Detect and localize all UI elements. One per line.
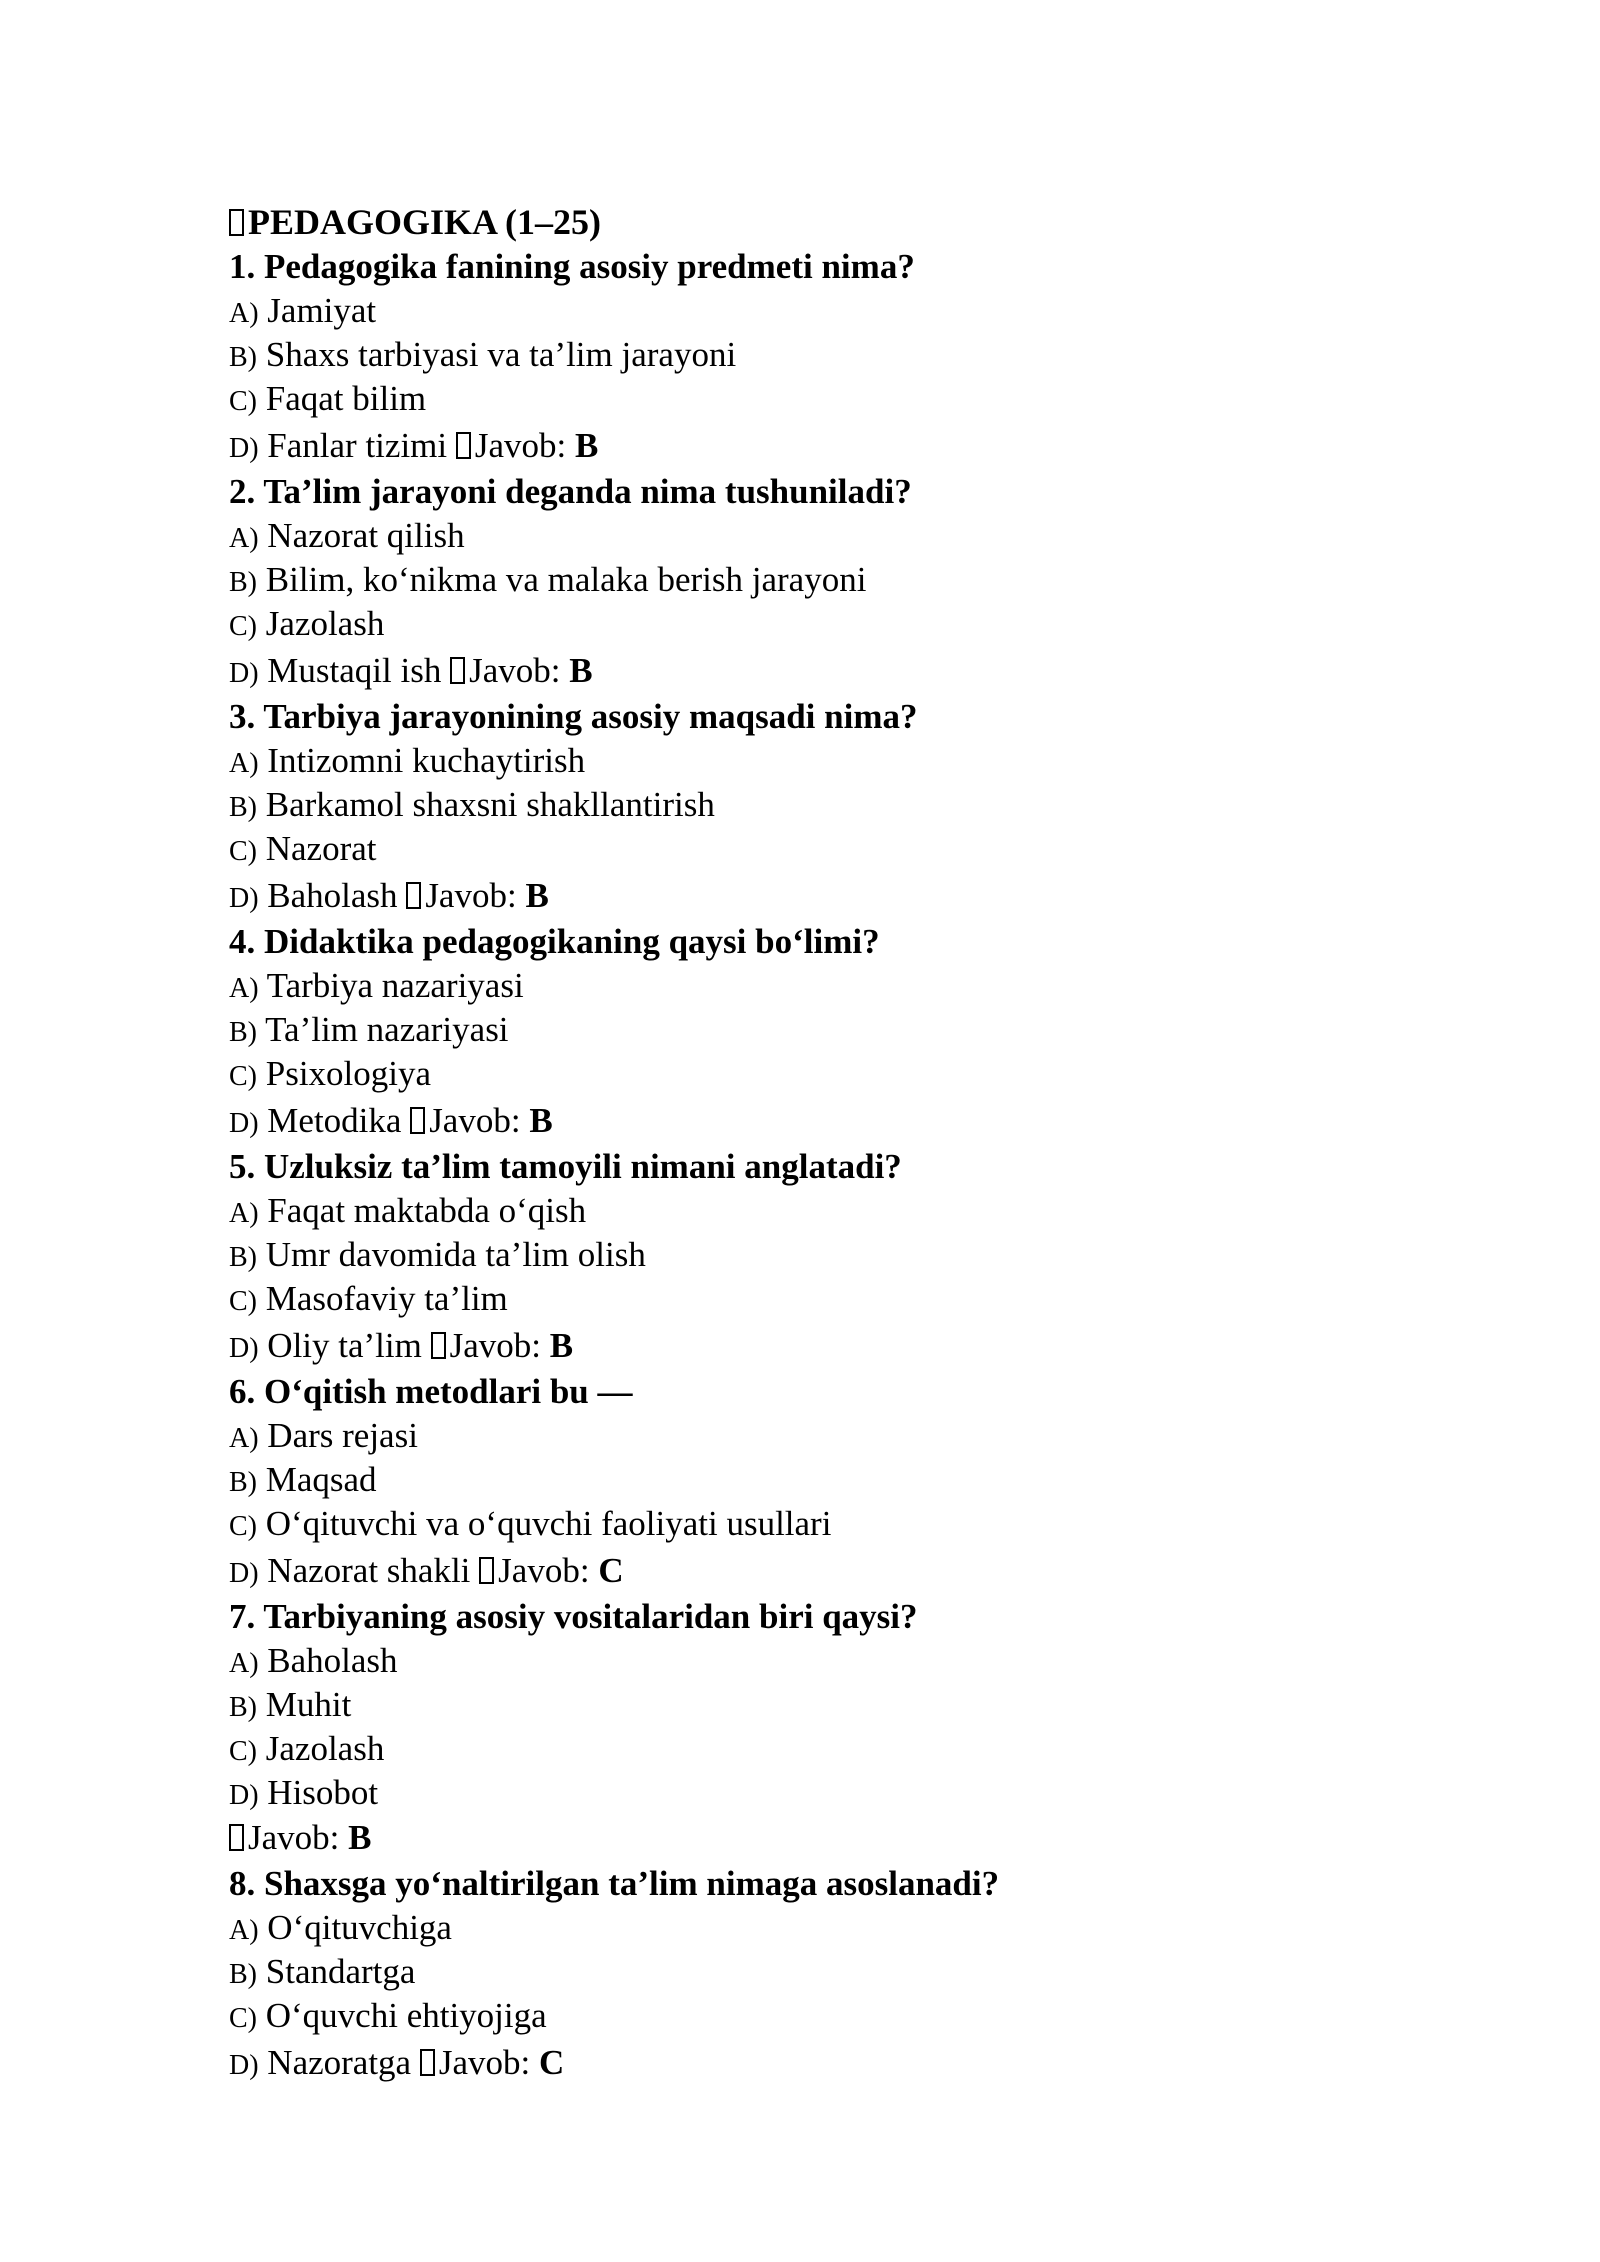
missing-glyph-icon [450,657,465,684]
question-title: 4. Didaktika pedagogikaning qaysi bo‘limi? [229,922,880,961]
section-title: PEDAGOGIKA (1–25) [229,200,1389,244]
missing-glyph-icon [431,1332,446,1359]
missing-glyph-icon [456,432,471,459]
option-a: A) Intizomni kuchaytirish [229,741,586,780]
option-c: C) Masofaviy ta’lim [229,1279,508,1318]
option-d: D) Nazoratga Javob: C [229,2043,565,2082]
option-c: C) Psixologiya [229,1054,432,1093]
option-b: B) Barkamol shaxsni shakllantirish [229,785,715,824]
option-c: C) Nazorat [229,829,377,868]
question-title: 5. Uzluksiz ta’lim tamoyili nimani anglatadi? [229,1147,902,1186]
answer-line [229,1815,1389,1861]
answer-value: B [529,1101,553,1140]
answer-label: Javob: [474,426,567,465]
option-b: B) Bilim, ko‘nikma va malaka berish jarayoni [229,560,867,599]
option-b: B) Standartga [229,1952,416,1991]
option-d: D) Mustaqil ish Javob: B [229,651,593,690]
option-b: B) Maqsad [229,1460,377,1499]
answer-value: B [575,426,599,465]
option-a: A) Baholash [229,1641,398,1680]
option-b: B) Shaxs tarbiyasi va ta’lim jarayoni [229,335,737,374]
option-a: A) Jamiyat [229,291,377,330]
answer-value: B [348,1818,372,1857]
missing-glyph-icon [229,1824,244,1851]
option-c: C) Jazolash [229,1729,385,1768]
option-a: A) Dars rejasi [229,1416,418,1455]
missing-glyph-icon [420,2049,435,2076]
document-page [229,200,1389,2086]
option-b: B) Ta’lim nazariyasi [229,1010,509,1049]
answer-label: Javob: [438,2043,531,2082]
answer-label: Javob: [469,651,561,690]
answer-value: B [525,876,549,915]
option-c: C) O‘quvchi ehtiyojiga [229,1996,547,2035]
option-a: A) Nazorat qilish [229,516,465,555]
question-title: 6. O‘qitish metodlari bu — [229,1372,633,1411]
answer-label: Javob: [425,876,517,915]
option-c: C) Jazolash [229,604,385,643]
option-b: B) Umr davomida ta’lim olish [229,1235,646,1274]
missing-glyph-icon [410,1107,425,1134]
answer-value: C [598,1551,624,1590]
missing-glyph-icon [406,882,421,909]
answer-value: B [549,1326,574,1365]
answer-value: C [538,2043,565,2082]
option-d: D) Hisobot [229,1773,379,1812]
question-title: 1. Pedagogika fanining asosiy predmeti nima? [229,247,915,286]
answer-label: Javob: [498,1551,590,1590]
question-title: 8. Shaxsga yo‘naltirilgan ta’lim nimaga asoslanadi? [229,1864,1000,1903]
answer-label: Javob: [449,1326,541,1365]
option-a: A) O‘qituvchiga [229,1908,452,1947]
option-c: C) Faqat bilim [229,379,427,418]
question-title: 3. Tarbiya jarayonining asosiy maqsadi nima? [229,697,918,736]
missing-glyph-icon [479,1557,494,1584]
option-a: A) Faqat maktabda o‘qish [229,1191,587,1230]
option-d: D) Fanlar tizimi Javob: B [229,426,599,465]
option-b: B) Muhit [229,1685,352,1724]
answer-value: B [569,651,593,690]
option-c: C) O‘qituvchi va o‘quvchi faoliyati usullari [229,1504,832,1543]
answer-label: Javob: [429,1101,521,1140]
option-d: D) Metodika Javob: B [229,1101,553,1140]
option-a: A) Tarbiya nazariyasi [229,966,524,1005]
question-title: 7. Tarbiyaning asosiy vositalaridan biri qaysi? [229,1597,918,1636]
option-d: D) Baholash Javob: B [229,876,549,915]
option-d: D) Nazorat shakli Javob: C [229,1551,624,1590]
answer-label: Javob: [248,1818,340,1857]
question-title: 2. Ta’lim jarayoni deganda nima tushuniladi? [229,472,912,511]
missing-glyph-icon [229,209,244,236]
option-d: D) Oliy ta’lim Javob: B [229,1326,574,1365]
